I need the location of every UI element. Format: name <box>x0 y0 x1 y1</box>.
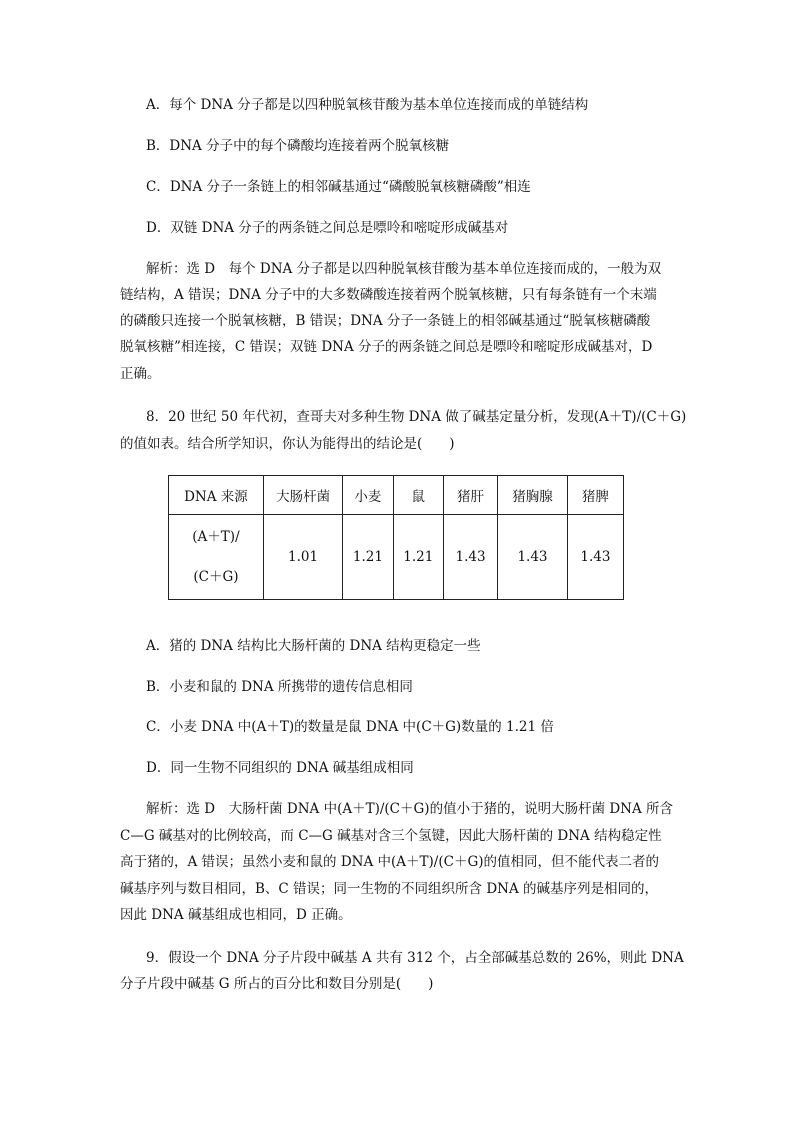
table-header-row <box>169 476 624 515</box>
q7-option-c: C．DNA 分子一条链上的相邻碱基通过“磷酸脱氧核糖磷酸”相连 <box>146 179 531 195</box>
q8-option-b: B．小麦和鼠的 DNA 所携带的遗传信息相同 <box>146 679 413 695</box>
table-header-cell: 鼠 <box>393 476 443 515</box>
q8-analysis-line-4: 碱基序列与数目相同，B、C 错误；同一生物的不同组织所含 DNA 的碱基序列是相同的， <box>120 881 659 897</box>
table-cell: 1.43 <box>567 515 623 600</box>
table-row <box>169 515 624 600</box>
q8-analysis-line-3: 高于猪的，A 错误；虽然小麦和鼠的 DNA 中(A＋T)/(C＋G)的值相同，但不能代表二者的 <box>120 854 659 870</box>
q7-analysis-line-4: 脱氧核糖”相连接，C 错误；双链 DNA 分子的两条链之间总是嘌呤和嘧啶形成碱基对，D <box>120 339 653 355</box>
q7-option-d: D．双链 DNA 分子的两条链之间总是嘌呤和嘧啶形成碱基对 <box>146 220 509 236</box>
table-header-cell: 猪肝 <box>443 476 497 515</box>
q7-option-a: A．每个 DNA 分子都是以四种脱氧核苷酸为基本单位连接而成的单链结构 <box>146 97 589 113</box>
q7-analysis-line-2: 链结构，A 错误；DNA 分子中的大多数磷酸连接着两个脱氧核糖，只有每条链有一个末端 <box>120 287 657 303</box>
q8-analysis-line-5: 因此 DNA 碱基组成也相同，D 正确。 <box>120 907 352 923</box>
q8-stem-line-1: 8．20 世纪 50 年代初，查哥夫对多种生物 DNA 做了碱基定量分析，发现(A＋T)/(C＋G) <box>146 409 687 425</box>
ratio-numerator: (A＋T)/ <box>192 529 240 545</box>
table-cell: 1.21 <box>343 515 393 600</box>
table-cell: 1.43 <box>443 515 497 600</box>
table-cell: 1.43 <box>498 515 568 600</box>
table-header-cell: 猪胸腺 <box>498 476 568 515</box>
table-row-label <box>169 515 264 600</box>
q9-stem-line-2: 分子片段中碱基 G 所占的百分比和数目分别是( ) <box>120 976 434 992</box>
table-cell: 1.21 <box>393 515 443 600</box>
table-header-cell: 猪脾 <box>567 476 623 515</box>
q7-option-b: B．DNA 分子中的每个磷酸均连接着两个脱氧核糖 <box>146 138 450 154</box>
q8-analysis-line-1: 解析：选 D 大肠杆菌 DNA 中(A＋T)/(C＋G)的值小于猪的，说明大肠杆菌 DNA 所含 <box>146 801 674 817</box>
table-header-cell: 大肠杆菌 <box>263 476 342 515</box>
table-header-cell: 小麦 <box>343 476 393 515</box>
q8-analysis-line-2: C—G 碱基对的比例较高，而 C—G 碱基对含三个氢键，因此大肠杆菌的 DNA 结构稳定性 <box>120 828 662 844</box>
ratio-denominator: (C＋G) <box>193 569 239 585</box>
q9-stem-line-1: 9．假设一个 DNA 分子片段中碱基 A 共有 312 个，占全部碱基总数的 26%，则此 DNA <box>146 950 684 966</box>
dna-ratio-table <box>168 475 624 600</box>
q7-analysis-line-3: 的磷酸只连接一个脱氧核糖，B 错误；DNA 分子一条链上的相邻碱基通过“脱氧核糖磷酸 <box>120 313 651 329</box>
q7-analysis-line-5: 正确。 <box>120 366 161 382</box>
q8-option-a: A．猪的 DNA 结构比大肠杆菌的 DNA 结构更稳定一些 <box>146 638 481 654</box>
table-cell: 1.01 <box>263 515 342 600</box>
q7-analysis-line-1: 解析：选 D 每个 DNA 分子都是以四种脱氧核苷酸为基本单位连接而成的，一般为双 <box>146 261 662 277</box>
q8-stem-line-2: 的值如表。结合所学知识，你认为能得出的结论是( ) <box>120 436 455 452</box>
table-header-cell: DNA 来源 <box>169 476 264 515</box>
q8-option-c: C．小麦 DNA 中(A＋T)的数量是鼠 DNA 中(C＋G)数量的 1.21 倍 <box>146 719 554 735</box>
q8-option-d: D．同一生物不同组织的 DNA 碱基组成相同 <box>146 760 414 776</box>
